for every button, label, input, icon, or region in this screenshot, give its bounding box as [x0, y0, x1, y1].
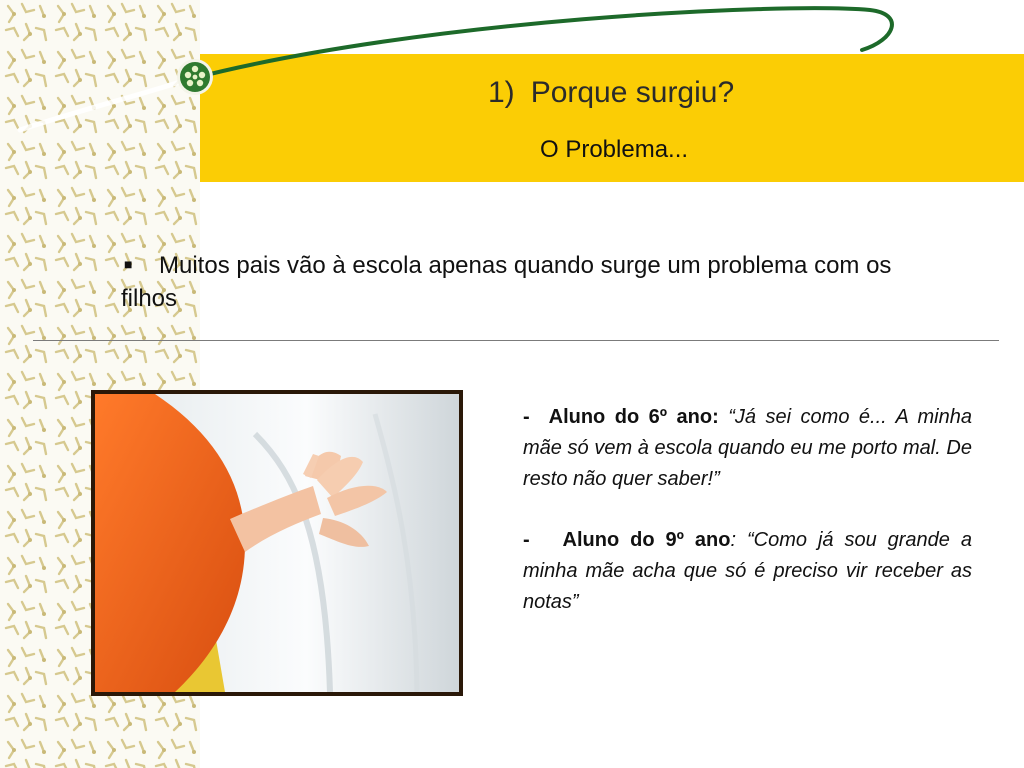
title-text: Porque surgiu?	[530, 76, 735, 109]
quote-label: Aluno do 9º ano	[562, 529, 731, 551]
quote-item	[523, 525, 972, 618]
slide-subtitle: O Problema...	[540, 136, 689, 163]
bullet-text: Muitos pais vão à escola apenas quando surge um problema com os filhos	[121, 252, 892, 312]
quote-dash: -	[523, 406, 530, 428]
bullet-item	[121, 248, 951, 315]
child-hand-on-adult-back-photo-icon	[95, 394, 459, 692]
square-bullet-icon: ■	[124, 256, 133, 272]
photo	[91, 390, 463, 696]
divider-line	[33, 340, 999, 341]
quote-label: Aluno do 6º ano:	[548, 406, 719, 428]
quote-text: “Já sei como é... A minha mãe só vem à escola quando eu me porto mal. De resto não quer saber!”	[523, 406, 972, 490]
quote-dash: -	[523, 529, 530, 551]
quote-text: : “Como já sou grande a minha mãe acha que só é preciso vir receber as notas”	[523, 529, 973, 613]
slide-title	[488, 76, 734, 110]
emblem-icon	[176, 58, 214, 96]
title-number: 1)	[488, 76, 515, 109]
quotes-block	[523, 402, 972, 648]
quote-item	[523, 402, 972, 495]
